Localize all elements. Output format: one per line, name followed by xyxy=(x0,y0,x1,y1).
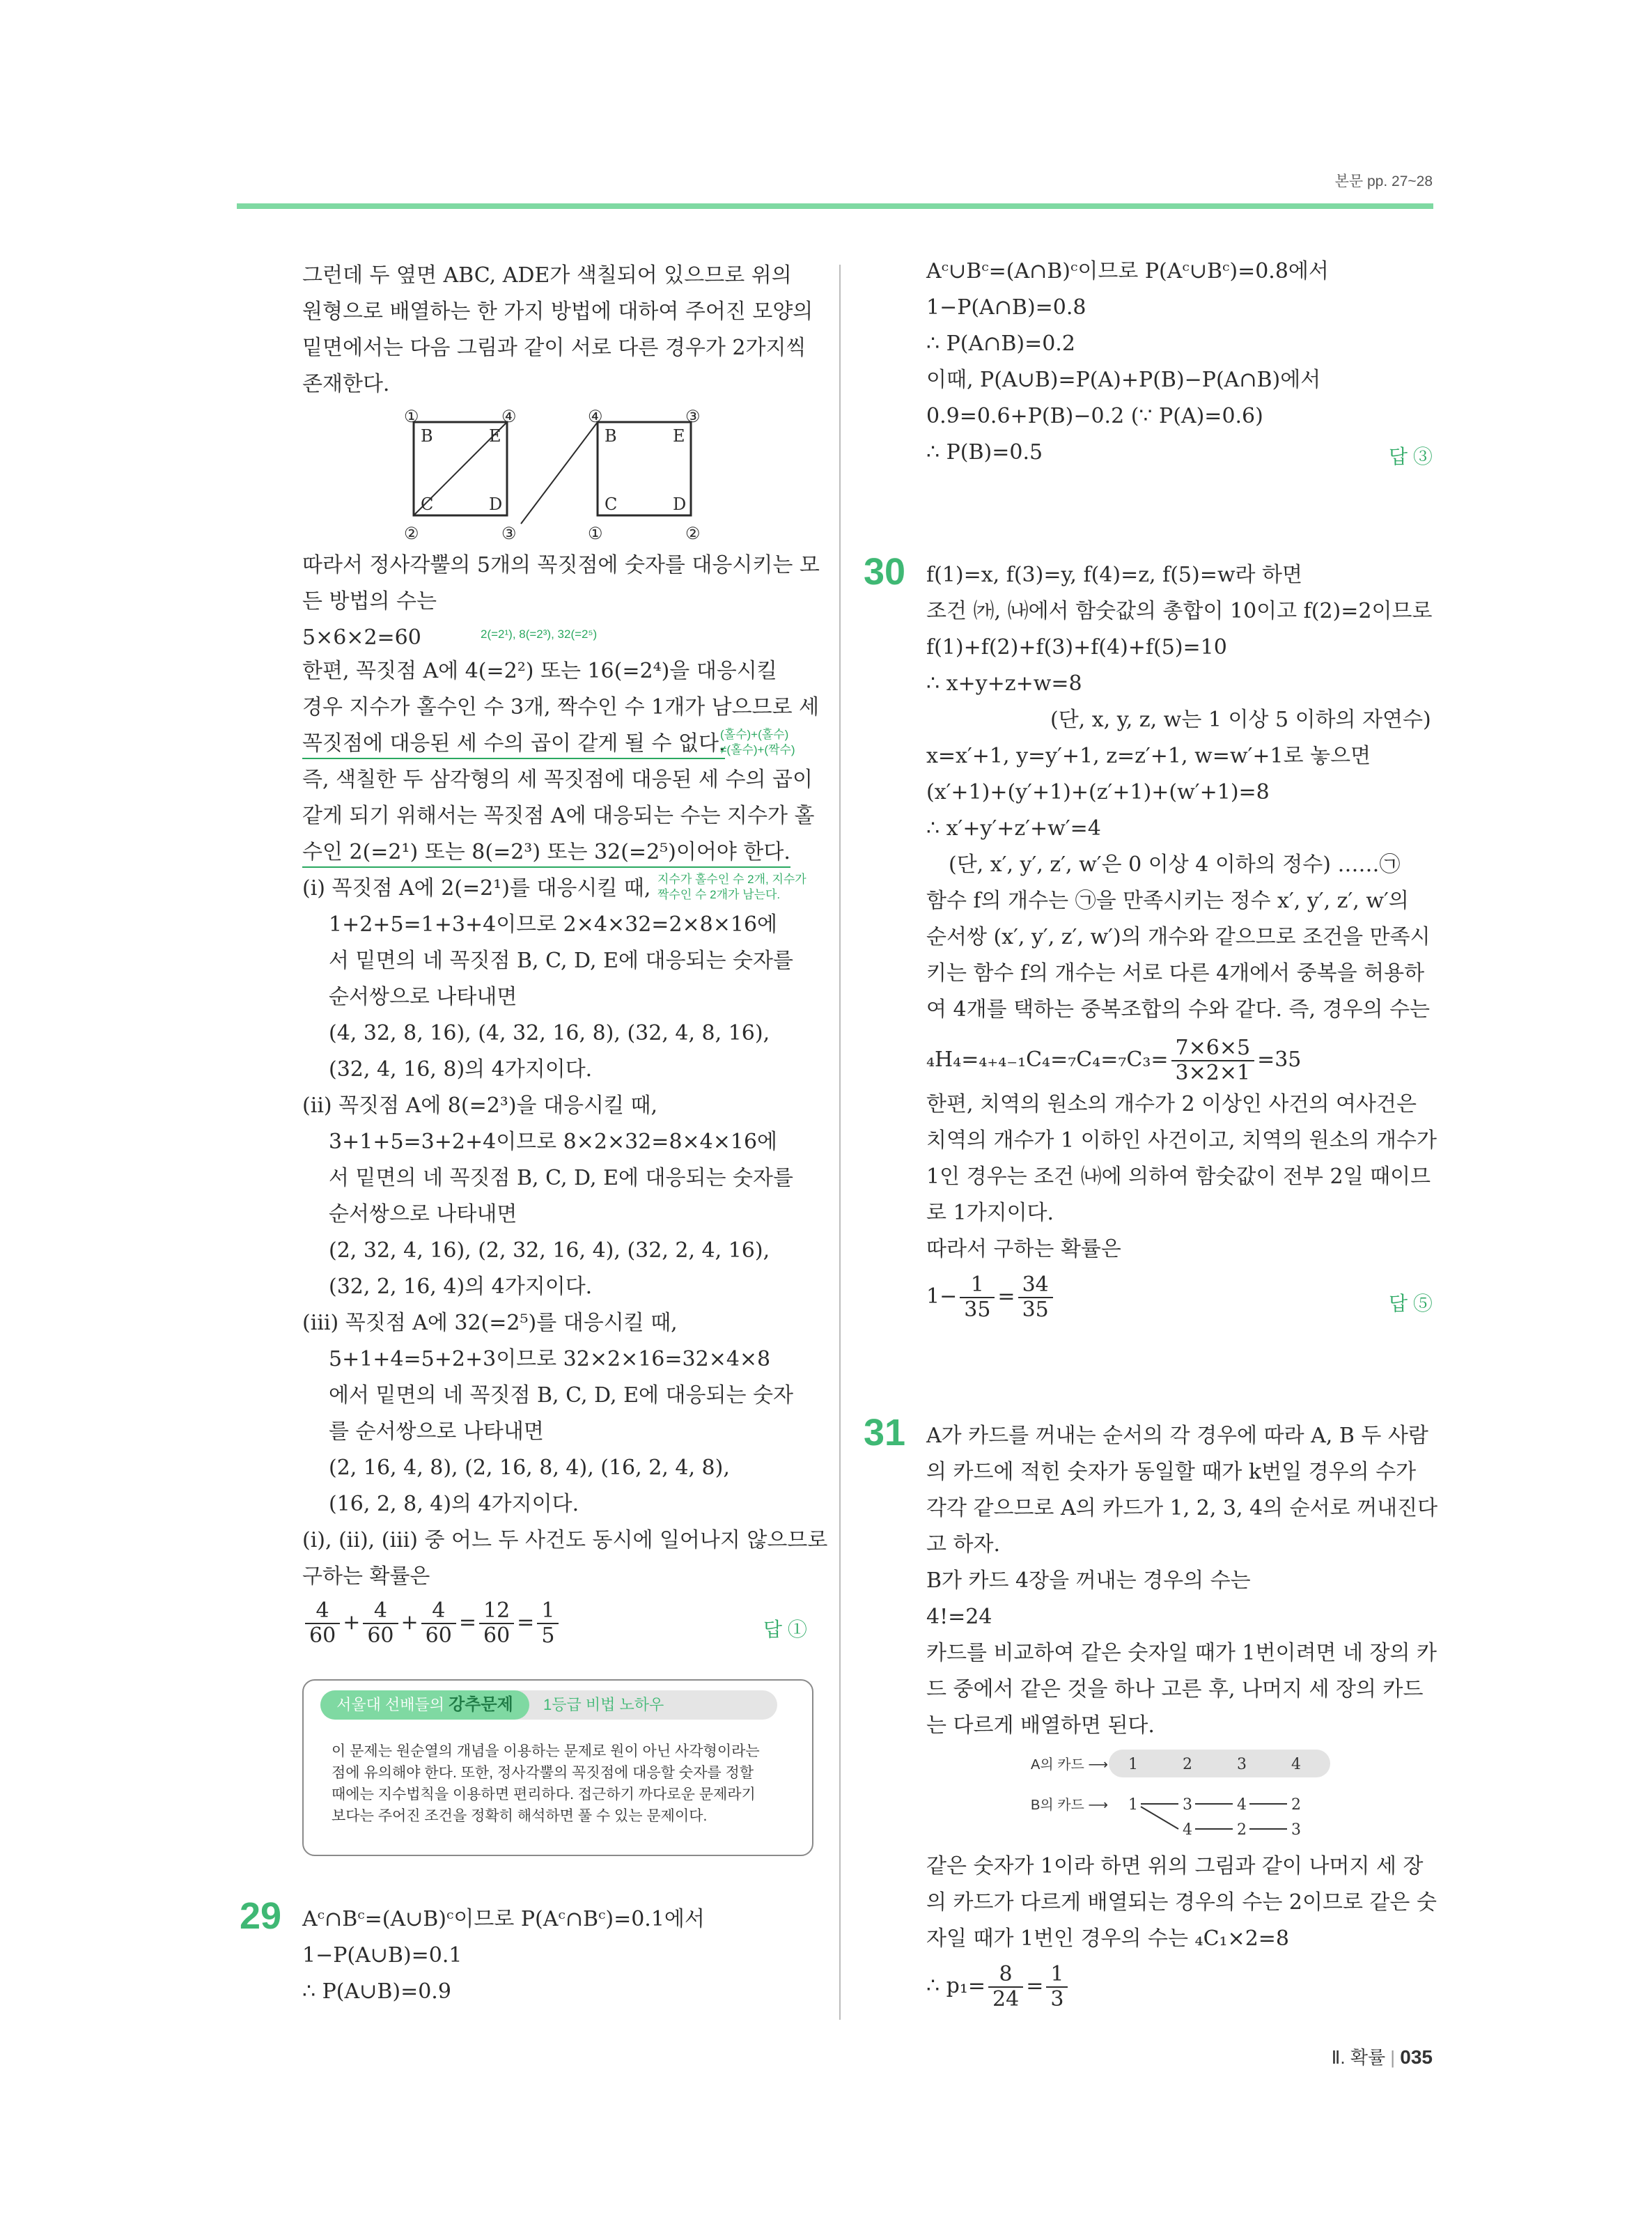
p31-line: 카드를 비교하여 같은 숫자일 때가 1번이려면 네 장의 카 xyxy=(926,1641,1437,1665)
sq2-vertex-e: E xyxy=(673,426,685,446)
sq2-vertex-b: B xyxy=(605,426,617,446)
a-card: 2 xyxy=(1183,1756,1192,1773)
sq1-vertex-b: B xyxy=(421,426,433,446)
case3-line: 5+1+4=5+2+3이므로 32×2×16=32×4×8 xyxy=(329,1347,771,1371)
p30-line: ∴ x+y+z+w=8 xyxy=(926,671,1082,696)
sq1-vertex-d: D xyxy=(489,494,503,514)
case1-title: (ⅰ) 꼭짓점 A에 2(=2¹)를 대응시킬 때, xyxy=(302,876,651,901)
sq1-vertex-e: E xyxy=(489,426,501,446)
cont-line: 0.9=0.6+P(B)−0.2 (∵ P(A)=0.6) xyxy=(926,404,1263,428)
p31-line: 는 다르게 배열하면 된다. xyxy=(926,1713,1155,1738)
p30-line: f(1)+f(2)+f(3)+f(4)+f(5)=10 xyxy=(926,635,1227,660)
b-row1-card: 4 xyxy=(1237,1796,1247,1814)
sq2-label-bl: ① xyxy=(588,524,603,543)
b-row2-card: 4 xyxy=(1183,1821,1192,1839)
case3-line: (16, 2, 8, 4)의 4가지이다. xyxy=(329,1492,579,1516)
case2-line: (2, 32, 4, 16), (2, 32, 16, 4), (32, 2, 4, 16), xyxy=(329,1238,770,1263)
b-row2-card: 3 xyxy=(1291,1821,1301,1839)
p31-line2: 자일 때가 1번인 경우의 수는 ₄C₁×2=8 xyxy=(926,1926,1290,1951)
intro-line: 원형으로 배열하는 한 가지 방법에 대하여 주어진 모양의 xyxy=(302,299,813,324)
conclusion-line: 구하는 확률은 xyxy=(302,1564,430,1589)
problem-number-30: 30 xyxy=(864,551,906,593)
final-probability: $\frac{4}{60}$ + $\frac{4}{60}$ + $\frac{4}{60}$ = $\frac{12}{60}$ = $\frac{1}{5}$ xyxy=(302,1599,561,1648)
page-footer: Ⅱ. 확률 | 035 xyxy=(1331,2046,1433,2068)
cont-line: ∴ P(A∩B)=0.2 xyxy=(926,332,1075,356)
p30-line: 조건 ㈎, ㈏에서 함숫값의 총합이 10이고 f(2)=2이므로 xyxy=(926,599,1433,623)
sq2-label-tr: ③ xyxy=(685,407,701,426)
a-card: 3 xyxy=(1237,1756,1247,1773)
p30-line2: 로 1가지이다. xyxy=(926,1201,1054,1225)
column-divider xyxy=(839,265,841,2020)
cont-line: 이때, P(A∪B)=P(A)+P(B)−P(A∩B)에서 xyxy=(926,368,1321,392)
sq2-vertex-c: C xyxy=(605,494,618,514)
probability-30: 1− $\frac{1}{35}$ = $\frac{34}{35}$ xyxy=(926,1273,1056,1322)
a-card: 4 xyxy=(1291,1756,1301,1773)
intro-line: 존재한다. xyxy=(302,372,390,396)
page-number: 035 xyxy=(1400,2046,1433,2068)
sq1-label-br: ③ xyxy=(501,524,517,543)
b-row2-card: 2 xyxy=(1237,1821,1247,1839)
a-card: 1 xyxy=(1128,1756,1138,1773)
case1-line: 1+2+5=1+3+4이므로 2×4×32=2×8×16에 xyxy=(329,912,778,937)
cont-line: 1−P(A∩B)=0.8 xyxy=(926,295,1086,320)
sq2-vertex-d: D xyxy=(673,494,687,514)
note-odd-exponents: 2(=2¹), 8(=2³), 32(=2⁵) xyxy=(481,628,598,641)
case1-line: 순서쌍으로 나타내면 xyxy=(329,985,517,1009)
p30-line: f(1)=x, f(3)=y, f(4)=z, f(5)=w라 하면 xyxy=(926,563,1303,587)
p31-line: 4!=24 xyxy=(926,1605,992,1629)
page-reference: 본문 pp. 27~28 xyxy=(1334,173,1433,189)
p2-line: 따라서 정사각뿔의 5개의 꼭짓점에 숫자를 대응시키는 모 xyxy=(302,553,820,577)
probability-p1: ∴ p₁= $\frac{8}{24}$ = $\frac{1}{3}$ xyxy=(926,1963,1070,2011)
case2-line: 순서쌍으로 나타내면 xyxy=(329,1202,517,1226)
case2-line: 서 밑면의 네 꼭짓점 B, C, D, E에 대응되는 숫자를 xyxy=(329,1166,793,1190)
sq1-label-tl: ① xyxy=(404,407,419,426)
sq2-label-tl: ④ xyxy=(588,407,603,426)
p31-line: B가 카드 4장을 꺼내는 경우의 수는 xyxy=(926,1568,1251,1593)
b-card-first: 1 xyxy=(1128,1796,1138,1814)
answer-30: 답 ⑤ xyxy=(1389,1293,1433,1314)
conclusion-line: (ⅰ), (ⅱ), (ⅲ) 중 어느 두 사건도 동시에 일어나지 않으므로 xyxy=(302,1528,828,1552)
p31-line: 의 카드에 적힌 숫자가 동일할 때가 k번일 경우의 수가 xyxy=(926,1460,1417,1484)
case1-line: (4, 32, 8, 16), (4, 32, 16, 8), (32, 4, 8, 16), xyxy=(329,1021,770,1045)
p2-line: 든 방법의 수는 xyxy=(302,589,437,614)
answer-28: 답 ① xyxy=(763,1619,807,1640)
sq1-label-bl: ② xyxy=(404,524,419,543)
a-cards-label: A의 카드 ⟶ xyxy=(1031,1757,1109,1773)
p29-line: ∴ P(A∪B)=0.9 xyxy=(302,1979,451,2004)
p30-line: x=x′+1, y=y′+1, z=z′+1, w=w′+1로 놓으면 xyxy=(926,744,1371,768)
p30-line2: 치역의 개수가 1 이하인 사건이고, 치역의 원소의 개수가 xyxy=(926,1128,1437,1153)
p30-line: 키는 함수 f의 개수는 서로 다른 4개에서 중복을 허용하 xyxy=(926,961,1425,986)
p4-line: 수인 2(=2¹) 또는 8(=2³) 또는 32(=2⁵)이어야 한다. xyxy=(302,839,790,868)
p31-line: 드 중에서 같은 것을 하나 고른 후, 나머지 세 장의 카드 xyxy=(926,1677,1424,1701)
note-parity: (홀수)+(홀수) ≠(홀수)+(짝수) xyxy=(720,728,795,756)
p31-line2: 같은 숫자가 1이라 하면 위의 그림과 같이 나머지 세 장 xyxy=(926,1854,1424,1878)
intro-line: 밑면에서는 다음 그림과 같이 서로 다른 경우가 2가지씩 xyxy=(302,336,806,360)
p29-line: 1−P(A∪B)=0.1 xyxy=(302,1943,462,1968)
p31-line: 각각 같으므로 A의 카드가 1, 2, 3, 4의 순서로 꺼내진다 xyxy=(926,1496,1438,1520)
b-row1-card: 3 xyxy=(1183,1796,1192,1814)
p3-line: 경우 지수가 홀수인 수 3개, 짝수인 수 1개가 남으므로 세 xyxy=(302,695,820,719)
p30-line: 순서쌍 (x′, y′, z′, w′)의 개수와 같으므로 조건을 만족시 xyxy=(926,925,1431,949)
case2-title: (ⅱ) 꼭짓점 A에 8(=2³)을 대응시킬 때, xyxy=(302,1093,658,1118)
p31-line: A가 카드를 꺼내는 순서의 각 경우에 따라 A, B 두 사람 xyxy=(926,1424,1428,1448)
case2-line: (32, 2, 16, 4)의 4가지이다. xyxy=(329,1275,593,1299)
p29-line: Aᶜ∩Bᶜ=(A∪B)ᶜ이므로 P(Aᶜ∩Bᶜ)=0.1에서 xyxy=(302,1907,705,1931)
sq2-label-br: ② xyxy=(685,524,701,543)
tip-box xyxy=(302,1679,813,1856)
sq1-label-tr: ④ xyxy=(501,407,517,426)
section-name: Ⅱ. 확률 xyxy=(1331,2047,1386,2068)
tip-text: 이 문제는 원순열의 개념을 이용하는 문제로 원이 아닌 사각형이라는 점에 유의해야 한다. 또한, 정사각뿔의 꼭짓점에 대응할 숫자를 정할 때에는 지수법칙을 이용하면 편리하다. 접근하기 까다로운 문제라기 보다는 주어진 조건을 정확히 해석하면 풀 수 있는 문제이다. xyxy=(332,1743,760,1824)
p30-line: 함수 f의 개수는 ㉠을 만족시키는 정수 x′, y′, z′, w′의 xyxy=(926,889,1409,913)
case3-line: (2, 16, 4, 8), (2, 16, 8, 4), (16, 2, 4, 8), xyxy=(329,1456,730,1480)
p30-line: ∴ x′+y′+z′+w′=4 xyxy=(926,816,1101,841)
note-remaining: 지수가 홀수인 수 2개, 지수가 짝수인 수 2개가 남는다. xyxy=(657,873,806,901)
card-arrangement-diagram xyxy=(1031,1748,1337,1839)
b-row1-card: 2 xyxy=(1291,1796,1301,1814)
problem-number-31: 31 xyxy=(864,1412,906,1454)
sq1-vertex-c: C xyxy=(421,494,434,514)
p31-line2: 의 카드가 다르게 배열되는 경우의 수는 2이므로 같은 숫 xyxy=(926,1890,1437,1915)
square-base-figure xyxy=(390,407,731,546)
p3-line: 꼭짓점에 대응된 세 수의 곱이 같게 될 수 없다. xyxy=(302,730,725,759)
p30-line2: 따라서 구하는 확률은 xyxy=(926,1237,1121,1261)
p30-line: (x′+1)+(y′+1)+(z′+1)+(w′+1)=8 xyxy=(926,780,1270,804)
answer-29: 답 ③ xyxy=(1389,446,1433,467)
case1-line: 서 밑면의 네 꼭짓점 B, C, D, E에 대응되는 숫자를 xyxy=(329,949,793,973)
case1-line: (32, 4, 16, 8)의 4가지이다. xyxy=(329,1057,593,1082)
b-cards-label: B의 카드 ⟶ xyxy=(1031,1798,1109,1813)
case3-line: 를 순서쌍으로 나타내면 xyxy=(329,1419,544,1444)
p30-line: (단, x, y, z, w는 1 이상 5 이하의 자연수) xyxy=(1050,708,1431,732)
cont-line: Aᶜ∪Bᶜ=(A∩B)ᶜ이므로 P(Aᶜ∪Bᶜ)=0.8에서 xyxy=(926,259,1329,283)
tip-subtitle: 1등급 비법 노하우 xyxy=(543,1696,664,1713)
p31-line: 고 하자. xyxy=(926,1532,1001,1557)
combination-formula: ₄H₄=₄₊₄₋₁C₄=₇C₄=₇C₃= $\frac{7\times 6\times 5}{3\times 2\times 1}$ =35 xyxy=(926,1036,1302,1085)
header-rule xyxy=(237,203,1433,209)
p30-line: (단, x′, y′, z′, w′은 0 이상 4 이하의 정수) ……㉠ xyxy=(949,852,1401,877)
p30-line: 여 4개를 택하는 중복조합의 수와 같다. 즉, 경우의 수는 xyxy=(926,997,1431,1022)
p4-line: 같게 되기 위해서는 꼭짓점 A에 대응되는 수는 지수가 홀 xyxy=(302,804,815,828)
case3-title: (ⅲ) 꼭짓점 A에 32(=2⁵)를 대응시킬 때, xyxy=(302,1311,678,1335)
tip-tag: 서울대 선배들의 강추문제 xyxy=(320,1690,529,1720)
case3-line: 에서 밑면의 네 꼭짓점 B, C, D, E에 대응되는 숫자 xyxy=(329,1383,793,1408)
p2-line: 5×6×2=60 xyxy=(302,625,421,650)
case2-line: 3+1+5=3+2+4이므로 8×2×32=8×4×16에 xyxy=(329,1130,778,1154)
intro-line: 그런데 두 옆면 ABC, ADE가 색칠되어 있으므로 위의 xyxy=(302,263,792,288)
tip-header xyxy=(320,1690,777,1720)
problem-number-29: 29 xyxy=(240,1895,282,1937)
p30-line2: 1인 경우는 조건 ㈏에 의하여 함숫값이 전부 2일 때이므 xyxy=(926,1165,1431,1189)
p3-line: 한편, 꼭짓점 A에 4(=2²) 또는 16(=2⁴)을 대응시킬 xyxy=(302,659,777,683)
p30-line2: 한편, 치역의 원소의 개수가 2 이상인 사건의 여사건은 xyxy=(926,1092,1417,1116)
cont-line: ∴ P(B)=0.5 xyxy=(926,440,1043,465)
p4-line: 즉, 색칠한 두 삼각형의 세 꼭짓점에 대응된 세 수의 곱이 xyxy=(302,768,813,792)
